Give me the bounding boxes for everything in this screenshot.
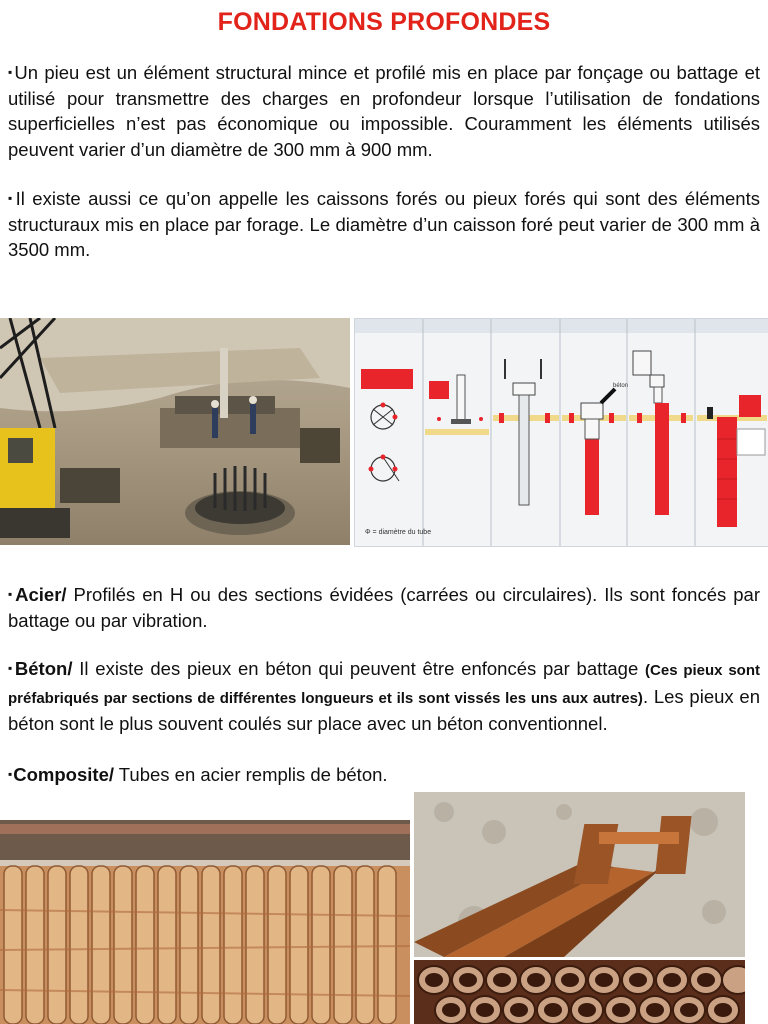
paragraph-text: Il existe aussi ce qu’on appelle les caissons forés ou pieux forés qui sont des éléments structuraux mis en place par forage. Le diamètre d’un caisson foré peut varier de 300 mm à 3500 mm. bbox=[8, 188, 760, 260]
steel-tubes-photo bbox=[414, 960, 745, 1024]
composite-label: Composite/ bbox=[13, 764, 114, 785]
paragraph-acier bbox=[8, 582, 760, 633]
beton-text: Il existe des pieux en béton qui peuvent être enfoncés par battage bbox=[72, 658, 646, 679]
page-title: FONDATIONS PROFONDES bbox=[217, 8, 551, 36]
composite-text: Tubes en acier remplis de béton. bbox=[114, 764, 388, 785]
bullet-icon: ▪ bbox=[8, 767, 13, 781]
bullet-icon: ▪ bbox=[8, 661, 14, 675]
paragraph-beton bbox=[8, 656, 760, 737]
beton-text-end: . Les pieux en béton sont le plus souvent coulés sur place avec un béton conventionnel. bbox=[8, 685, 760, 734]
steel-sheet-pile-photo bbox=[414, 792, 745, 957]
paragraph-caissons bbox=[8, 186, 760, 263]
acier-text: Profilés en H ou des sections évidées (carrées ou circulaires). Ils sont foncés par battage ou par vibration. bbox=[8, 584, 760, 631]
bullet-icon: ▪ bbox=[8, 65, 14, 79]
beton-label-text: Béton/ bbox=[14, 658, 73, 679]
paragraph-definition bbox=[8, 60, 760, 162]
paragraph-composite bbox=[8, 762, 760, 788]
bullet-icon: ▪ bbox=[8, 191, 15, 205]
bullet-icon: ▪ bbox=[8, 587, 15, 601]
paragraph-text: Un pieu est un élément structural mince et profilé mis en place par fonçage ou battage et utilisé pour transmettre des charges en profondeur lorsque l’utilisation de fondations superficielles n’est pas économique ou impossible. Couramment les éléments utilisés peuvent varier d’un diamètre de 300 mm à 900 mm. bbox=[8, 62, 760, 160]
diameter-caption: Φ = diamètre du tube bbox=[365, 529, 432, 536]
pile-installation-diagram bbox=[354, 318, 768, 547]
beton-note: (Ces pieux sont préfabriqués par sections de différentes longueurs et ils sont vissés les uns aux autres) bbox=[8, 662, 760, 707]
site-photo bbox=[0, 318, 350, 545]
bored-piles-photo bbox=[0, 820, 410, 1024]
acier-label: Acier/ bbox=[15, 584, 67, 605]
beton-label: béton bbox=[613, 383, 629, 389]
